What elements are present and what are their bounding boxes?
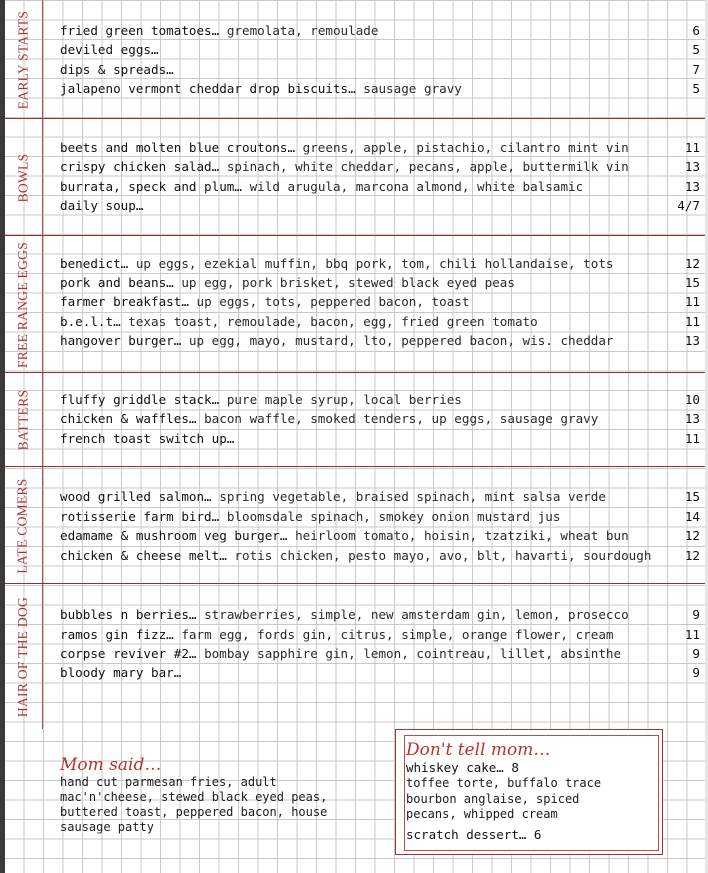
item-description: sausage gravy — [363, 81, 462, 96]
mom-said-block — [60, 755, 360, 835]
item-price: 10 — [684, 392, 700, 407]
item-description: bacon waffle, smoked tenders, up eggs, sausage gravy — [204, 411, 599, 426]
item-name: daily soup… — [60, 198, 144, 213]
item-name: fluffy griddle stack… — [60, 392, 220, 407]
item-name: benedict… — [60, 256, 129, 271]
item-name: chicken & waffles… — [60, 411, 197, 426]
item-price: 5 — [692, 42, 700, 57]
menu-item — [60, 177, 700, 196]
item-description: pure maple syrup, local berries — [226, 392, 462, 407]
menu-item — [60, 40, 700, 59]
section-bowls — [5, 119, 705, 236]
section-label-text: BOWLS — [15, 153, 30, 202]
menu-item — [60, 625, 700, 644]
item-name: beets and molten blue croutons… — [60, 140, 296, 155]
dessert-description-line: bourbon anglaise, spiced — [406, 791, 580, 806]
item-description: bombay sapphire gin, lemon, cointreau, lillet, absinthe — [204, 646, 622, 661]
item-description: up egg, mayo, mustard, lto, peppered bacon, wis. cheddar — [188, 333, 614, 348]
mom-said-line: hand cut parmesan fries, adult — [60, 775, 277, 789]
item-name: jalapeno vermont cheddar drop biscuits… — [60, 81, 356, 96]
menu-item — [60, 60, 700, 79]
item-name: french toast switch up… — [60, 431, 235, 446]
item-price: 13 — [684, 333, 700, 348]
section-divider-line — [42, 0, 43, 119]
item-name: pork and beans… — [60, 275, 174, 290]
section-divider-line — [42, 236, 43, 373]
item-price: 12 — [684, 548, 700, 563]
item-price: 9 — [692, 665, 700, 680]
item-description: heirloom tomato, hoisin, tzatziki, wheat bun — [295, 528, 629, 543]
item-price: 9 — [692, 646, 700, 661]
section-label-text: HAIR OF THE DOG — [15, 596, 31, 717]
item-name: fried green tomatoes… — [60, 23, 220, 38]
section-batters — [5, 373, 705, 467]
section-divider-line — [42, 584, 43, 729]
item-description: texas toast, remoulade, bacon, egg, fried green tomato — [128, 314, 538, 329]
menu-item — [60, 663, 700, 682]
section-label — [7, 0, 39, 119]
menu-item — [60, 429, 700, 448]
item-price: 11 — [684, 627, 700, 642]
item-price: 11 — [684, 294, 700, 309]
item-price: 9 — [692, 607, 700, 622]
section-late-comers — [5, 467, 705, 584]
section-divider-line — [42, 467, 43, 584]
item-name: wood grilled salmon… — [60, 489, 212, 504]
section-divider-line — [42, 373, 43, 467]
section-hair-of-the-dog — [5, 584, 705, 729]
item-name: bubbles n berries… — [60, 607, 197, 622]
item-price: 13 — [684, 159, 700, 174]
item-name: ramos gin fizz… — [60, 627, 174, 642]
menu-item — [60, 409, 700, 428]
menu-item — [60, 157, 700, 176]
item-name: b.e.l.t… — [60, 314, 121, 329]
item-name: rotisserie farm bird… — [60, 509, 220, 524]
item-description: wild arugula, marcona almond, white balsamic — [249, 179, 584, 194]
menu-item — [60, 605, 700, 624]
menu-item — [60, 79, 700, 98]
item-price: 5 — [692, 81, 700, 96]
item-price: 11 — [684, 431, 700, 446]
dessert-description-line: toffee torte, buffalo trace — [406, 776, 602, 790]
section-label — [7, 119, 39, 236]
menu-item — [60, 254, 700, 273]
menu-item — [60, 138, 700, 157]
section-label-text: FREE RANGE EGGS — [15, 241, 31, 368]
item-price: 7 — [692, 62, 700, 77]
item-price: 11 — [684, 140, 700, 155]
menu-item — [60, 526, 700, 545]
dont-tell-mom-box — [395, 729, 663, 855]
menu-item — [60, 273, 700, 292]
scratch-dessert-line: scratch dessert… 6 — [406, 826, 542, 842]
item-name: edamame & mushroom veg burger… — [60, 528, 288, 543]
menu-item — [60, 292, 700, 311]
section-label-text: LATE COMERS — [15, 477, 30, 574]
item-price: 12 — [684, 256, 700, 271]
section-label — [7, 467, 39, 584]
menu-item — [60, 644, 700, 663]
item-name: corpse reviver #2… — [60, 646, 197, 661]
item-description: spring vegetable, braised spinach, mint salsa verde — [219, 489, 606, 504]
item-price: 15 — [684, 489, 700, 504]
item-name: chicken & cheese melt… — [60, 548, 227, 563]
item-name: hangover burger… — [60, 333, 182, 348]
item-price: 12 — [684, 528, 700, 543]
section-label — [7, 584, 39, 729]
menu-item — [60, 196, 700, 215]
menu-item — [60, 390, 700, 409]
item-description: greens, apple, pistachio, cilantro mint vin — [302, 140, 629, 155]
dessert-description-line: pecans, whipped cream — [406, 807, 558, 821]
mom-said-line: buttered toast, peppered bacon, house — [60, 805, 328, 819]
item-description: up egg, pork brisket, stewed black eyed peas — [181, 275, 515, 290]
item-description: gremolata, remoulade — [226, 23, 379, 38]
menu-item — [60, 546, 700, 565]
dont-tell-mom-content — [406, 740, 656, 844]
item-name: burrata, speck and plum… — [60, 179, 242, 194]
item-name: bloody mary bar… — [60, 665, 182, 680]
item-price: 6 — [692, 23, 700, 38]
mom-said-line: mac'n'cheese, stewed black eyed peas, — [60, 790, 328, 804]
dont-tell-mom-title: Don't tell mom… — [406, 740, 551, 760]
menu-item — [60, 487, 700, 506]
item-name: farmer breakfast… — [60, 294, 189, 309]
mom-said-line: sausage patty — [60, 820, 154, 834]
item-price: 11 — [684, 314, 700, 329]
section-free-range-eggs — [5, 236, 705, 373]
whiskey-cake-line: whiskey cake… 8 — [406, 760, 519, 775]
section-label — [7, 373, 39, 467]
item-price: 15 — [684, 275, 700, 290]
section-early-starts — [5, 0, 705, 119]
item-description: bloomsdale spinach, smokey onion mustard jus — [226, 509, 561, 524]
item-name: dips & spreads… — [60, 62, 174, 77]
item-name: deviled eggs… — [60, 42, 159, 57]
item-description: strawberries, simple, new amsterdam gin, lemon, prosecco — [204, 607, 629, 622]
menu-item — [60, 331, 700, 350]
item-description: rotis chicken, pesto mayo, avo, blt, havarti, sourdough — [234, 548, 652, 563]
menu-item — [60, 312, 700, 331]
item-description: farm egg, fords gin, citrus, simple, orange flower, cream — [181, 627, 614, 642]
section-divider-line — [42, 119, 43, 236]
item-price: 13 — [684, 179, 700, 194]
item-price: 4/7 — [677, 198, 700, 213]
item-description: up eggs, tots, peppered bacon, toast — [196, 294, 470, 309]
menu-item — [60, 507, 700, 526]
item-price: 13 — [684, 411, 700, 426]
mom-said-title: Mom said… — [60, 755, 162, 775]
section-label-text: EARLY STARTS — [15, 10, 30, 109]
item-price: 14 — [684, 509, 700, 524]
section-label-text: BATTERS — [15, 389, 31, 451]
item-description: spinach, white cheddar, pecans, apple, buttermilk vin — [226, 159, 629, 174]
menu-item — [60, 21, 700, 40]
item-name: crispy chicken salad… — [60, 159, 220, 174]
section-label — [7, 236, 39, 373]
item-description: up eggs, ezekial muffin, bbq pork, tom, chili hollandaise, tots — [135, 256, 614, 271]
